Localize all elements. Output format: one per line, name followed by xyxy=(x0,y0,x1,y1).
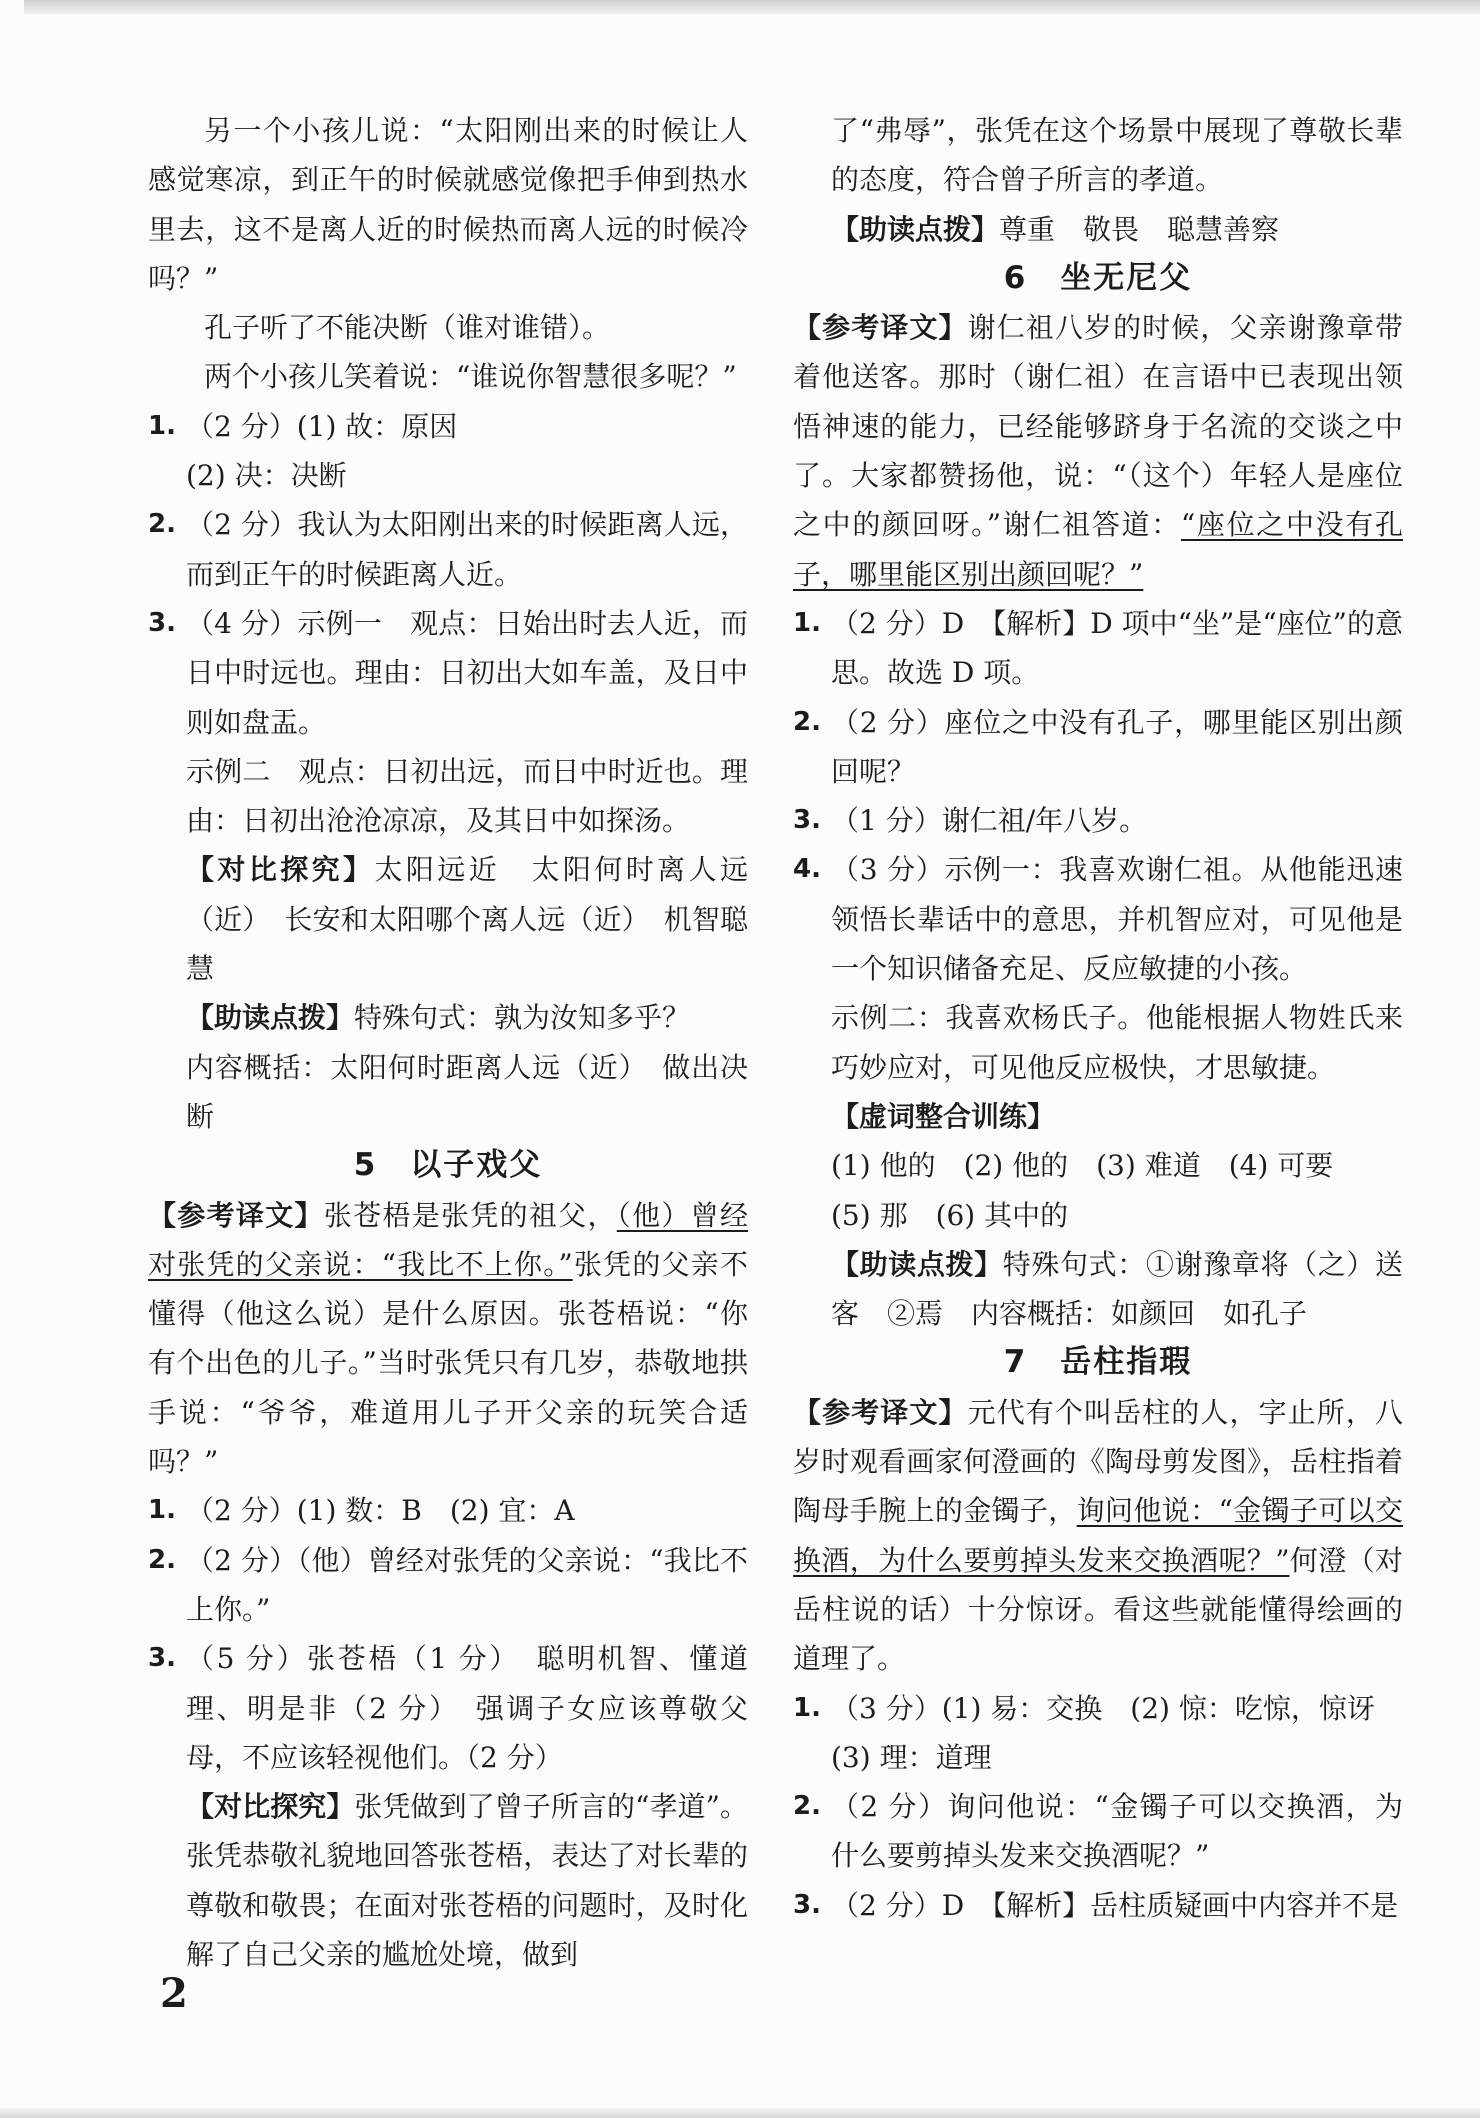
page-bottom-edge xyxy=(0,2108,1480,2118)
translation-text: 元代有个叫岳柱的人，字止所，八岁时观看画家何澄画的《陶母剪发图》，岳柱指着陶母手腕上的金镯子， xyxy=(793,1395,1403,1528)
question-2 xyxy=(148,1536,748,1635)
function-word-label: 【虚词整合训练】 xyxy=(831,1099,1056,1133)
question-3 xyxy=(793,796,1403,845)
answer-text: （1 分）谢仁祖/年八岁。 xyxy=(831,804,1148,838)
section-label: 【参考译文】 xyxy=(793,1395,968,1429)
answer-example-2: 示例二：我喜欢杨氏子。他能根据人物姓氏来巧妙应对，可见他反应极快，才思敏捷。 xyxy=(831,1001,1403,1084)
question-1 xyxy=(148,402,748,451)
comparison-section xyxy=(148,1782,748,1979)
question-number: 1. xyxy=(148,410,176,441)
section-label: 【参考译文】 xyxy=(148,1198,324,1232)
right-column xyxy=(793,106,1403,1930)
answer-text: （3 分）示例一：我喜欢谢仁祖。从他能迅速领悟长辈话中的意思，并机智应对，可见他是一个知识储备充足、反应敏捷的小孩。 xyxy=(831,853,1403,986)
section-text: 张凭做到了曾子所言的“孝道”。张凭恭敬礼貌地回答张苍梧，表达了对长辈的尊敬和敬畏；在面对张苍梧的问题时，及时化解了自己父亲的尴尬处境，做到 xyxy=(186,1790,748,1971)
underlined-sentence: 询问他说：“金镯子可以交换酒，为什么要剪掉头发来交换酒呢？” xyxy=(793,1494,1403,1577)
section-text: 特殊句式：①谢豫章将（之）送客 ②焉 内容概括：如颜回 如孔子 xyxy=(831,1247,1403,1331)
answer-text: （2 分）（他）曾经对张凭的父亲说：“我比不上你。” xyxy=(186,1543,748,1626)
reference-translation xyxy=(793,1388,1403,1684)
question-3 xyxy=(793,1881,1403,1930)
question-number: 2. xyxy=(793,1791,821,1822)
question-number: 1. xyxy=(148,1495,176,1526)
question-number: 2. xyxy=(148,509,176,540)
content-summary: 内容概括：太阳何时距离人远（近） 做出决断 xyxy=(186,1050,748,1133)
answer-text: （5 分）张苍梧（1 分） 聪明机智、懂道理、明是非（2 分） 强调子女应该尊敬父母，不应该轻视他们。（2 分） xyxy=(186,1642,748,1774)
reference-translation xyxy=(148,1191,748,1487)
answer-text: （2 分）座位之中没有孔子，哪里能区别出颜回呢？ xyxy=(831,705,1403,788)
reading-tip-section xyxy=(793,205,1403,254)
translation-paragraph: 两个小孩儿笑着说：“谁说你智慧很多呢？” xyxy=(204,360,737,394)
function-word-answers: (5) 那 (6) 其中的 xyxy=(831,1198,1069,1232)
answer-example-2: 示例二 观点：日初出远，而日中时近也。理由：日初出沧沧凉凉，及其日中如探汤。 xyxy=(186,754,748,838)
comparison-section xyxy=(148,845,748,993)
section-text: 尊重 敬畏 聪慧善察 xyxy=(999,212,1280,246)
answer-text: （2 分）(1) 故：原因 xyxy=(186,409,458,443)
answer-text: （2 分）我认为太阳刚出来的时候距离人远，而到正午的时候距离人近。 xyxy=(186,508,748,591)
answer-text: （2 分）D 【解析】D 项中“坐”是“座位”的意思。故选 D 项。 xyxy=(831,606,1403,690)
section-title-5: 5 以子戏父 xyxy=(353,1147,543,1184)
translation-text: 谢仁祖八岁的时候，父亲谢豫章带着他送客。那时（谢仁祖）在言语中已表现出领悟神速的能力，已经能够跻身于名流的交谈之中了。大家都赞扬他，说：“（这个）年轻人是座位之中的颜回呀。”谢仁祖答道： xyxy=(793,311,1403,542)
question-number: 3. xyxy=(793,805,821,836)
reading-tip-section xyxy=(793,1240,1403,1339)
question-number: 4. xyxy=(793,854,821,885)
section-label: 【对比探究】 xyxy=(186,1790,355,1824)
translation-paragraph: 另一个小孩儿说：“太阳刚出来的时候让人感觉寒凉，到正午的时候就感觉像把手伸到热水里去，这不是离人近的时候热而离人远的时候冷吗？” xyxy=(148,114,748,295)
question-number: 1. xyxy=(793,1692,821,1723)
answer-text: （3 分）(1) 易：交换 (2) 惊：吃惊，惊讶 xyxy=(831,1691,1375,1725)
section-title-7: 7 岳柱指瑕 xyxy=(1003,1344,1193,1381)
question-number: 2. xyxy=(148,1544,176,1575)
reference-translation xyxy=(793,303,1403,599)
function-word-answers: (1) 他的 (2) 他的 (3) 难道 (4) 可要 xyxy=(831,1149,1334,1183)
question-number: 3. xyxy=(148,1643,176,1674)
question-2 xyxy=(148,500,748,599)
question-number: 2. xyxy=(793,706,821,737)
answer-text: （2 分）(1) 数：B (2) 宜：A xyxy=(186,1494,575,1528)
section-label: 【助读点拨】 xyxy=(831,1247,1003,1281)
translation-text: 张凭的父亲不懂得（他这么说）是什么原因。张苍梧说：“你有个出色的儿子。”当时张凭只有几岁，恭敬地拱手说：“爷爷，难道用儿子开父亲的玩笑合适吗？” xyxy=(148,1247,748,1479)
question-2 xyxy=(793,698,1403,797)
section-label: 【参考译文】 xyxy=(793,311,968,345)
answer-text: （2 分）D 【解析】岳柱质疑画中内容并不是 xyxy=(831,1888,1399,1922)
question-number: 1. xyxy=(793,607,821,638)
section-label: 【对比探究】 xyxy=(186,853,375,887)
question-number: 3. xyxy=(793,1889,821,1920)
underlined-sentence: “座位之中没有孔子，哪里能区别出颜回呢？” xyxy=(793,508,1403,591)
answer-text: (3) 理：道理 xyxy=(831,1740,992,1774)
section-text: 特殊句式：孰为汝知多乎？ xyxy=(354,1001,691,1035)
answer-text: （4 分）示例一 观点：日始出时去人近，而日中时远也。理由：日初出大如车盖，及日中则如盘盂。 xyxy=(186,606,748,739)
translation-text: 何澄（对岳柱说的话）十分惊讶。看这些就能懂得绘画的道理了。 xyxy=(793,1543,1403,1676)
section-label: 【助读点拨】 xyxy=(186,1001,355,1035)
question-1 xyxy=(148,1486,748,1535)
page-top-edge xyxy=(24,0,1480,14)
translation-text: 张苍梧是张凭的祖父， xyxy=(323,1198,617,1232)
left-column xyxy=(148,106,748,1979)
question-2 xyxy=(793,1782,1403,1881)
section-text: 太阳远近 太阳何时离人远（近） 长安和太阳哪个离人远（近） 机智聪慧 xyxy=(186,853,748,986)
question-4 xyxy=(793,845,1403,993)
question-1 xyxy=(793,599,1403,698)
answer-text: （2 分）询问他说：“金镯子可以交换酒，为什么要剪掉头发来交换酒呢？” xyxy=(831,1790,1403,1873)
section-label: 【助读点拨】 xyxy=(831,212,1000,246)
translation-paragraph: 孔子听了不能决断（谁对谁错）。 xyxy=(204,311,611,345)
question-1 xyxy=(793,1684,1403,1733)
question-3 xyxy=(148,1634,748,1782)
answer-text: (2) 决：决断 xyxy=(186,459,347,493)
question-number: 3. xyxy=(148,607,176,638)
reading-tip-section xyxy=(148,993,748,1042)
section-title-6: 6 坐无尼父 xyxy=(1003,259,1193,296)
underlined-sentence: （他）曾经对张凭的父亲说：“我比不上你。” xyxy=(148,1198,748,1281)
question-3 xyxy=(148,599,748,747)
page-number: 2 xyxy=(160,1970,188,2017)
continued-text: 了“弗辱”，张凭在这个场景中展现了尊敬长辈的态度，符合曾子所言的孝道。 xyxy=(831,114,1403,197)
